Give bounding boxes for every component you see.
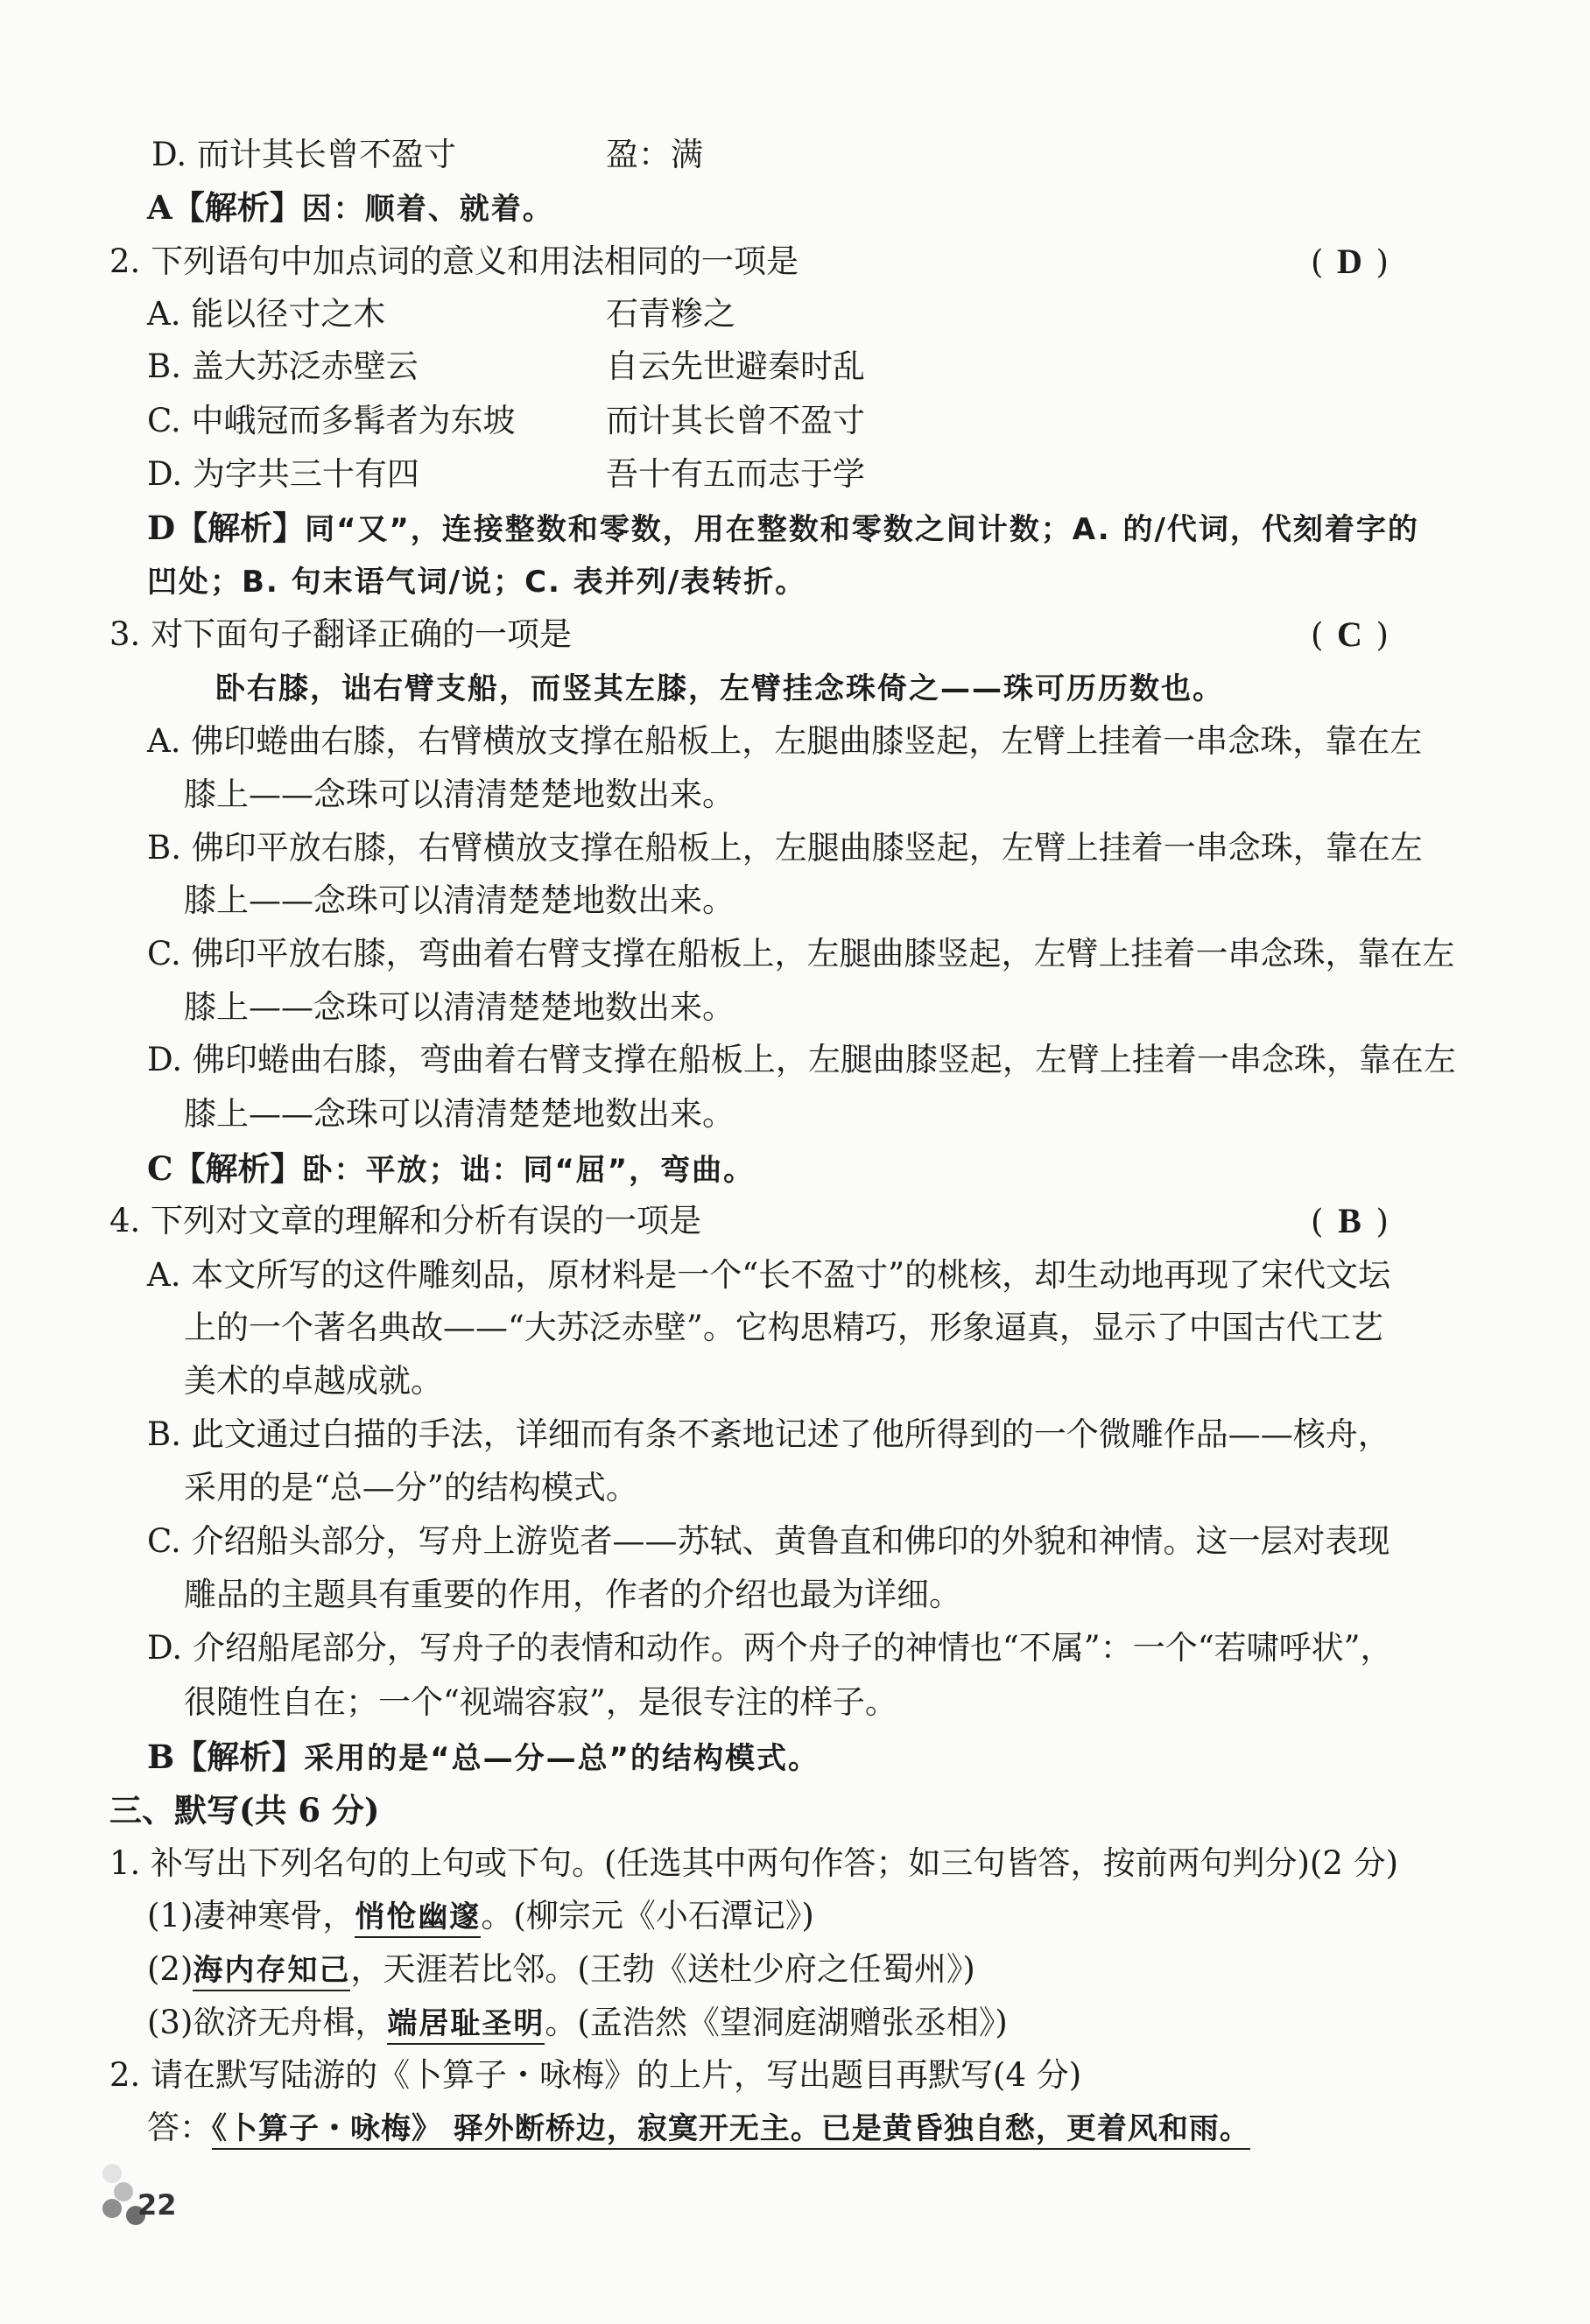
analysis-text: 采用的是“总—分—总”的结构模式。 (304, 1741, 820, 1776)
item-prefix: 凄神寒骨， (193, 1897, 355, 1934)
q3-quote: 卧右膝，诎右臂支船，而竖其左膝，左臂挂念珠倚之——珠可历历数也。 (215, 671, 1224, 706)
item-suffix: 。(孟浩然《望洞庭湖赠张丞相》) (545, 2004, 1008, 2041)
q2-option-c-left: C. 中峨冠而多髯者为东坡 (147, 402, 516, 439)
q3-option-c-line2: 膝上——念珠可以清清楚楚地数出来。 (184, 988, 735, 1026)
q3-option-b-line2: 膝上——念珠可以清清楚楚地数出来。 (184, 881, 735, 919)
q3-analysis (147, 1147, 755, 1192)
analysis-label: B【解析】 (147, 1738, 305, 1776)
section3-item-1 (147, 1894, 814, 1939)
paren-close: ) (1375, 1203, 1389, 1240)
paren-open: ( (1311, 1203, 1324, 1240)
q2-option-d-left: D. 为字共三十有四 (147, 455, 419, 493)
q2-option-b-right: 自云先世避秦时乱 (606, 348, 865, 385)
q3-stem: 3. 对下面句子翻译正确的一项是 (109, 615, 573, 653)
q4-option-b-line2: 采用的是“总—分”的结构模式。 (184, 1469, 638, 1506)
q2-option-a-left: A. 能以径寸之木 (147, 295, 386, 333)
paren-close: ) (1375, 243, 1389, 281)
q4-option-c-line1: C. 介绍船头部分，写舟上游览者——苏轼、黄鲁直和佛印的外貌和神情。这一层对表现 (147, 1522, 1390, 1560)
q3-answer: C (1336, 614, 1362, 654)
q2-option-c-right: 而计其长曾不盈寸 (606, 402, 865, 439)
q1-analysis (147, 186, 554, 231)
q4-stem: 4. 下列对文章的理解和分析有误的一项是 (109, 1202, 702, 1239)
handwritten-answer: 《卜算子・咏梅》 驿外断桥边，寂寞开无主。已是黄昏独自愁，更着风和雨。 (212, 2111, 1250, 2150)
q3-answer-box (1311, 613, 1389, 657)
item-suffix: ，天涯若比邻。(王勃《送杜少府之任蜀州》) (350, 1950, 975, 1988)
q2-analysis-line1 (147, 506, 1419, 551)
q2-answer-box (1311, 240, 1389, 284)
q3-option-a-line2: 膝上——念珠可以清清楚楚地数出来。 (184, 776, 735, 813)
q1-option-d-right: 盈：满 (606, 136, 703, 173)
analysis-label: D【解析】 (147, 509, 306, 547)
paren-open: ( (1311, 243, 1324, 281)
q3-option-d-line1: D. 佛印蜷曲右膝，弯曲着右臂支撑在船板上，左腿曲膝竖起，左臂上挂着一串念珠，靠在左 (147, 1041, 1456, 1078)
item-number: (3) (147, 2004, 193, 2041)
q4-option-a-line3: 美术的卓越成就。 (184, 1362, 443, 1400)
section3-heading: 三、默写(共 6 分) (109, 1791, 380, 1829)
section3-q2-stem: 2. 请在默写陆游的《卜算子・咏梅》的上片，写出题目再默写(4 分) (109, 2056, 1082, 2094)
handwritten-answer: 海内存知己 (193, 1953, 350, 1991)
q4-option-d-line1: D. 介绍船尾部分，写舟子的表情和动作。两个舟子的神情也“不属”：一个“若啸呼状”， (147, 1629, 1393, 1667)
q1-option-d-left: D. 而计其长曾不盈寸 (151, 136, 456, 173)
item-suffix: 。(柳宗元《小石潭记》) (481, 1897, 814, 1934)
page-number: 22 (137, 2188, 177, 2222)
section3-item-3 (147, 2001, 1008, 2046)
q4-option-c-line2: 雕品的主题具有重要的作用，作者的介绍也最为详细。 (184, 1576, 961, 1613)
item-number: (1) (147, 1897, 193, 1934)
q2-option-d-right: 吾十有五而志于学 (606, 455, 865, 493)
q4-answer-box (1311, 1199, 1389, 1244)
analysis-label: C【解析】 (147, 1149, 303, 1188)
analysis-text: 因：顺着、就着。 (301, 192, 554, 227)
section3-q2-answer (147, 2106, 1250, 2151)
section3-q1-stem: 1. 补写出下列名句的上句或下句。(任选其中两句作答；如三句皆答，按前两句判分)(2 分) (109, 1844, 1399, 1882)
q4-option-b-line1: B. 此文通过白描的手法，详细而有条不紊地记述了他所得到的一个微雕作品——核舟， (147, 1415, 1390, 1453)
q2-option-a-right: 石青糁之 (606, 295, 735, 333)
paren-open: ( (1311, 616, 1324, 654)
analysis-label: A【解析】 (147, 188, 302, 227)
answer-label: 答： (147, 2109, 212, 2146)
q1-option-d (151, 133, 456, 177)
handwritten-answer: 悄怆幽邃 (355, 1899, 481, 1938)
item-prefix: 欲济无舟楫， (193, 2004, 388, 2041)
q3-option-d-line2: 膝上——念珠可以清清楚楚地数出来。 (184, 1095, 735, 1133)
analysis-text: 卧：平放；诎：同“屈”，弯曲。 (302, 1153, 756, 1188)
q4-option-a-line1: A. 本文所写的这件雕刻品，原材料是一个“长不盈寸”的桃核，却生动地再现了宋代文坛 (147, 1256, 1391, 1294)
q4-option-d-line2: 很随性自在；一个“视端容寂”，是很专注的样子。 (184, 1683, 897, 1721)
q2-analysis-line2: 凹处；B. 句末语气词/说；C. 表并列/表转折。 (147, 565, 807, 600)
q2-stem: 2. 下列语句中加点词的意义和用法相同的一项是 (109, 242, 799, 280)
analysis-text: 同“又”，连接整数和零数，用在整数和零数之间计数；A. 的/代词，代刻着字的 (305, 512, 1419, 547)
q3-option-b-line1: B. 佛印平放右膝，右臂横放支撑在船板上，左腿曲膝竖起，左臂上挂着一串念珠，靠在左 (147, 829, 1423, 867)
q4-answer: B (1338, 1201, 1361, 1240)
q2-option-b-left: B. 盖大苏泛赤壁云 (147, 348, 419, 385)
section3-item-2 (147, 1948, 975, 1992)
q2-answer: D (1336, 242, 1362, 281)
q4-option-a-line2: 上的一个著名典故——“大苏泛赤壁”。它构思精巧，形象逼真，显示了中国古代工艺 (184, 1309, 1383, 1346)
q3-option-c-line1: C. 佛印平放右膝，弯曲着右臂支撑在船板上，左腿曲膝竖起，左臂上挂着一串念珠，靠在左 (147, 935, 1455, 972)
handwritten-answer: 端居耻圣明 (387, 2006, 545, 2045)
q4-analysis (147, 1735, 820, 1780)
q3-option-a-line1: A. 佛印蜷曲右膝，右臂横放支撑在船板上，左腿曲膝竖起，左臂上挂着一串念珠，靠在左 (147, 722, 1423, 760)
item-number: (2) (147, 1950, 193, 1988)
paren-close: ) (1375, 616, 1389, 654)
